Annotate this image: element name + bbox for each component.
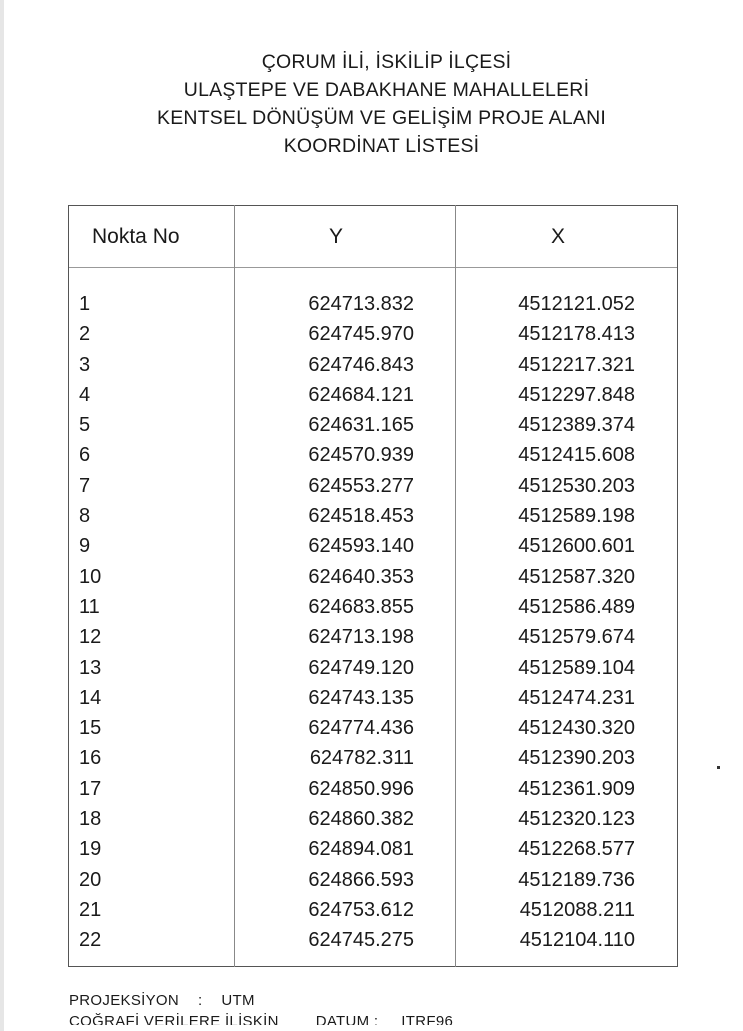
y-coordinate-cell: 624850.996: [308, 777, 414, 800]
x-coordinate-cell: 4512361.909: [518, 777, 635, 800]
header-y: Y: [329, 225, 344, 248]
table-row: [68, 653, 678, 683]
x-coordinate-cell: 4512297.848: [518, 383, 635, 406]
table-row: [68, 865, 678, 895]
x-coordinate-cell: 4512389.374: [518, 414, 635, 437]
point-number-cell: 9: [79, 535, 91, 558]
title-line-province: ÇORUM İLİ, İSKİLİP İLÇESİ: [261, 51, 512, 73]
point-number-cell: 4: [79, 383, 91, 406]
table-row: [68, 410, 678, 440]
table-row: [68, 804, 678, 834]
y-coordinate-cell: 624782.311: [309, 747, 414, 770]
point-number-cell: 12: [79, 626, 102, 649]
point-number-cell: 11: [79, 595, 100, 618]
y-coordinate-cell: 624631.165: [308, 414, 414, 437]
table-row: [68, 743, 678, 773]
x-coordinate-cell: 4512589.198: [518, 505, 635, 528]
title-line-project: KENTSEL DÖNÜŞÜM VE GELİŞİM PROJE ALANI: [157, 107, 606, 129]
point-number-cell: 19: [79, 838, 102, 861]
geo-data-label: COĞRAFİ VERİLERE İLİSKİN: [69, 1013, 279, 1025]
table-row: [68, 319, 678, 349]
datum-label: DATUM :: [315, 1013, 379, 1025]
document-footer: [69, 990, 453, 1025]
y-coordinate-cell: 624745.275: [308, 929, 414, 952]
y-coordinate-cell: 624570.939: [308, 444, 414, 467]
y-coordinate-cell: 624894.081: [308, 838, 414, 861]
y-coordinate-cell: 624553.277: [308, 474, 414, 497]
scan-speck: [717, 766, 720, 769]
point-number-cell: 1: [79, 293, 91, 315]
y-coordinate-cell: 624866.593: [308, 868, 414, 891]
point-number-cell: 5: [79, 414, 91, 437]
projection-line: [69, 990, 453, 1011]
datum-value: ITRF96: [401, 1013, 454, 1025]
table-row: [68, 895, 678, 925]
title-line-list: KOORDİNAT LİSTESİ: [283, 135, 480, 157]
point-number-cell: 8: [79, 505, 91, 528]
coordinate-table: [68, 205, 678, 967]
table-row: [68, 289, 678, 319]
x-coordinate-cell: 4512586.489: [518, 595, 635, 618]
y-coordinate-cell: 624713.198: [308, 626, 414, 649]
x-coordinate-cell: 4512390.203: [518, 747, 635, 770]
point-number-cell: 3: [79, 353, 91, 376]
x-coordinate-cell: 4512530.203: [518, 474, 635, 497]
table-bottom-border: [68, 966, 678, 967]
y-coordinate-cell: 624774.436: [308, 717, 414, 740]
table-row: [68, 440, 678, 470]
y-coordinate-cell: 624746.843: [308, 353, 414, 376]
y-coordinate-cell: 624753.612: [308, 898, 414, 921]
table-row: [68, 774, 678, 804]
table-row: [68, 350, 678, 380]
point-number-cell: 16: [79, 747, 102, 770]
table-row: [68, 562, 678, 592]
x-coordinate-cell: 4512189.736: [518, 868, 635, 891]
table-row: [68, 471, 678, 501]
table-row: [68, 713, 678, 743]
table-row: [68, 380, 678, 410]
point-number-cell: 14: [79, 686, 102, 709]
y-coordinate-cell: 624683.855: [308, 595, 414, 618]
y-coordinate-cell: 624518.453: [308, 505, 414, 528]
table-row: [68, 501, 678, 531]
x-coordinate-cell: 4512589.104: [518, 656, 635, 679]
x-coordinate-cell: 4512121.052: [518, 293, 635, 315]
table-body: [68, 289, 678, 956]
x-coordinate-cell: 4512579.674: [518, 626, 635, 649]
point-number-cell: 22: [79, 929, 102, 952]
projection-label: PROJEKSİYON: [69, 992, 179, 1009]
x-coordinate-cell: 4512415.608: [518, 444, 635, 467]
table-top-border: [68, 205, 678, 206]
x-coordinate-cell: 4512600.601: [518, 535, 635, 558]
y-coordinate-cell: 624713.832: [308, 293, 414, 315]
y-coordinate-cell: 624593.140: [308, 535, 414, 558]
y-coordinate-cell: 624743.135: [308, 686, 414, 709]
x-coordinate-cell: 4512268.577: [518, 838, 635, 861]
point-number-cell: 6: [79, 444, 91, 467]
table-row: [68, 683, 678, 713]
table-row: [68, 622, 678, 652]
table-row: [68, 834, 678, 864]
point-number-cell: 2: [79, 323, 91, 346]
x-coordinate-cell: 4512474.231: [518, 686, 635, 709]
x-coordinate-cell: 4512088.211: [519, 898, 635, 921]
projection-value: UTM: [221, 992, 255, 1009]
table-row: [68, 531, 678, 561]
y-coordinate-cell: 624860.382: [308, 808, 414, 831]
header-nokta-no: Nokta No: [92, 225, 180, 248]
point-number-cell: 15: [79, 717, 102, 740]
y-coordinate-cell: 624745.970: [308, 323, 414, 346]
document-title: [0, 48, 743, 160]
y-coordinate-cell: 624640.353: [308, 565, 414, 588]
point-number-cell: 21: [79, 898, 102, 921]
x-coordinate-cell: 4512104.110: [519, 929, 635, 952]
table-row: [68, 592, 678, 622]
datum-line: [69, 1011, 453, 1025]
point-number-cell: 18: [79, 808, 102, 831]
y-coordinate-cell: 624749.120: [308, 656, 414, 679]
point-number-cell: 13: [79, 656, 102, 679]
title-line-neighborhoods: ULAŞTEPE VE DABAKHANE MAHALLELERİ: [183, 79, 590, 101]
point-number-cell: 17: [79, 777, 102, 800]
y-coordinate-cell: 624684.121: [308, 383, 414, 406]
x-coordinate-cell: 4512320.123: [518, 808, 635, 831]
x-coordinate-cell: 4512587.320: [518, 565, 635, 588]
projection-separator: :: [197, 992, 203, 1009]
table-header-divider: [68, 267, 678, 268]
point-number-cell: 10: [79, 565, 102, 588]
x-coordinate-cell: 4512430.320: [518, 717, 635, 740]
point-number-cell: 20: [79, 868, 102, 891]
header-x: X: [551, 225, 566, 248]
x-coordinate-cell: 4512217.321: [518, 353, 635, 376]
table-row: [68, 925, 678, 955]
point-number-cell: 7: [79, 474, 91, 497]
x-coordinate-cell: 4512178.413: [518, 323, 635, 346]
